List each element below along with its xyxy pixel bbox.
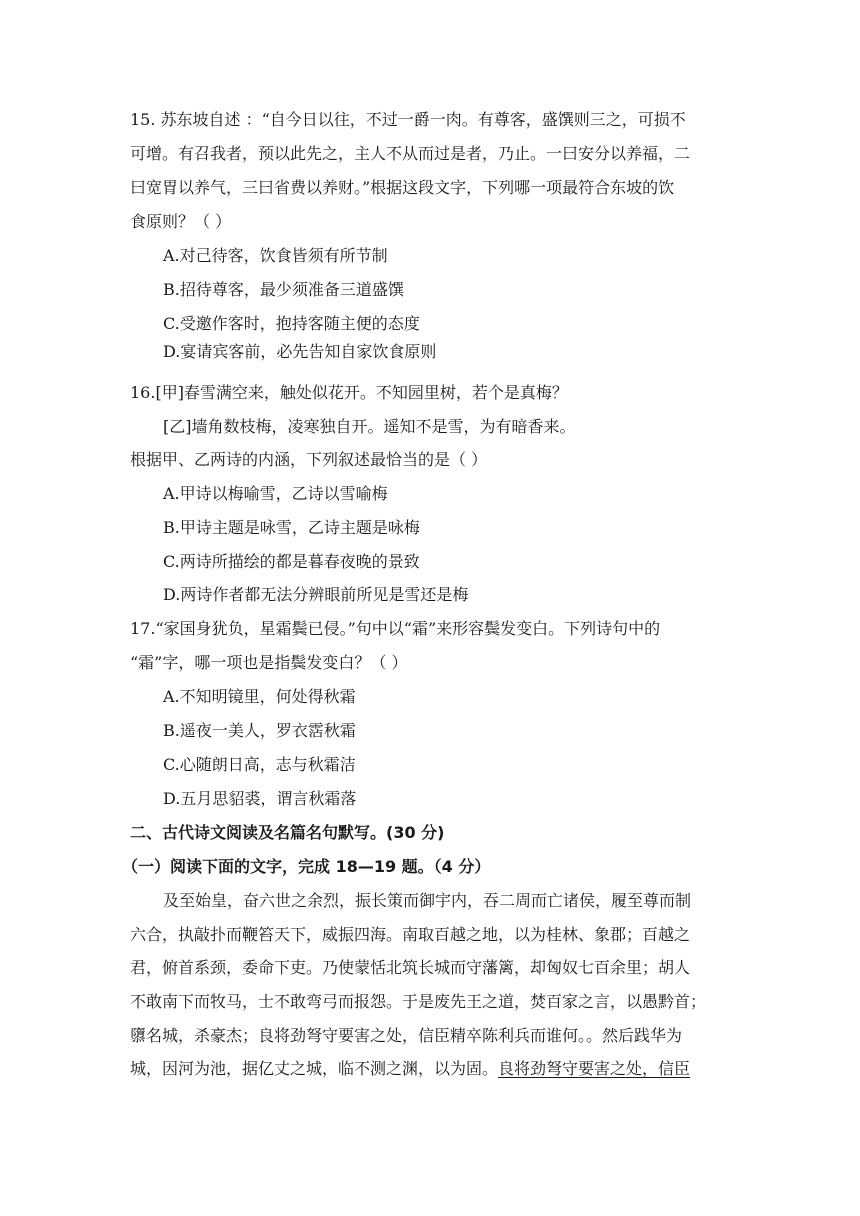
q16-option-b: B.甲诗主题是咏雪，乙诗主题是咏梅 <box>163 518 420 537</box>
passage-line-6 <box>130 1059 690 1079</box>
q15-stem-line-4: 食原则？（ ） <box>130 212 232 231</box>
q15-option-a: A.对己待客，饮食皆须有所节制 <box>163 246 388 265</box>
q17-option-c: C.心随朗日高，志与秋霜洁 <box>163 755 356 774</box>
q17-option-a: A.不知明镜里，何处得秋霜 <box>163 687 356 706</box>
passage-line-4: 不敢南下而牧马，士不敢弯弓而报怨。于是废先王之道，焚百家之言，以愚黔首； <box>130 992 707 1011</box>
passage-line-1: 及至始皇，奋六世之余烈，振长策而御宇内，吞二周而亡诸侯，履至尊而制 <box>163 891 692 910</box>
passage-line-2: 六合，执敲扑而鞭笞天下，威振四海。南取百越之地，以为桂林、象郡；百越之 <box>130 925 691 944</box>
q16-option-a: A.甲诗以梅喻雪，乙诗以雪喻梅 <box>163 484 388 503</box>
q17-stem-line-2: “霜”字，哪一项也是指鬓发变白？（ ） <box>130 653 408 672</box>
q17-option-d: D.五月思貂裘，谓言秋霜落 <box>163 789 357 808</box>
q17-option-b: B.遥夜一美人，罗衣霑秋霜 <box>163 721 356 740</box>
q15-stem-line-1: 15. 苏东坡自述 ：“自今日以往，不过一爵一肉。有尊客，盛馔则三之，可损不 <box>130 110 686 129</box>
passage-line-3: 君，俯首系颈，委命下吏。乃使蒙恬北筑长城而守藩篱，却匈奴七百余里；胡人 <box>130 958 691 977</box>
section-heading: 二、古代诗文阅读及名篇名句默写。(30 分) <box>130 823 445 842</box>
subsection-heading: （一）阅读下面的文字，完成 18—19 题。（4 分） <box>122 857 491 876</box>
passage-line-6-plain: 城，因河为池，据亿丈之城，临不测之渊，以为固。 <box>130 1059 499 1078</box>
passage-line-5: 隳名城，杀豪杰；良将劲弩守要害之处，信臣精卒陈利兵而谁何。。然后践华为 <box>130 1026 683 1045</box>
q16-option-c: C.两诗所描绘的都是暮春夜晚的景致 <box>163 552 420 571</box>
q16-poem-yi: [乙]墙角数枝梅，凌寒独自开。遥知不是雪，为有暗香来。 <box>163 417 576 436</box>
passage-underlined-text: 良将劲弩守要害之处，信臣 <box>498 1059 691 1078</box>
q15-stem-line-2: 可增。有召我者，预以此先之，主人不从而过是者，乃止。一曰安分以养福，二 <box>130 144 691 163</box>
q16-option-d: D.两诗作者都无法分辨眼前所见是雪还是梅 <box>163 585 469 604</box>
q15-option-c: C.受邀作客时，抱持客随主便的态度 <box>163 314 420 333</box>
q16-poem-jia: 16.[甲]春雪满空来，触处似花开。不知园里树，若个是真梅？ <box>130 383 568 402</box>
q17-stem-line-1: 17.“家国身犹负，星霜鬓已侵。”句中以“霜”来形容鬓发变白。下列诗句中的 <box>130 619 661 638</box>
q15-stem-line-3: 曰宽胃以养气，三曰省费以养财。”根据这段文字，下列哪一项最符合东坡的饮 <box>130 178 675 197</box>
q15-option-b: B.招待尊客，最少须准备三道盛馔 <box>163 280 404 299</box>
q16-stem: 根据甲、乙两诗的内涵，下列叙述最恰当的是（ ） <box>130 450 488 469</box>
q15-option-d: D.宴请宾客前，必先告知自家饮食原则 <box>163 342 437 361</box>
